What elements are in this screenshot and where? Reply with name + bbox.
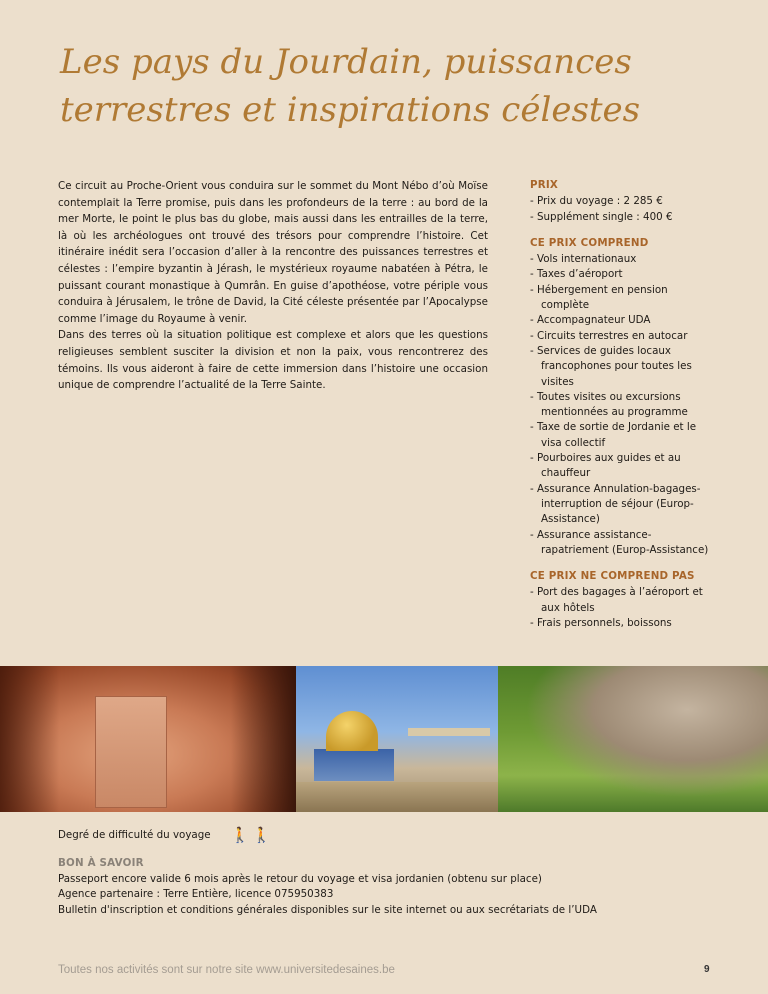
comprend-list bbox=[530, 252, 715, 558]
intro-paragraph: Ce circuit au Proche-Orient vous conduira sur le sommet du Mont Nébo d’où Moïse contemplait la Terre promise, puis dans les profondeurs de la terre : au bord de la mer Morte, le point le plus bas du globe, mais aussi dans les entrailles de la terre, là où les archéologues ont trouvé des trésors pour comprendre l’histoire. Cet itinéraire inédit sera l’occasion d’aller à la rencontre des puissances terrestres et célestes : l’empire byzantin à Jérash, le mystérieux royaume nabatéen à Pétra, le puissant courant monastique à Qumrân. En guise d’apothéose, votre périple vous conduira à Jérusalem, le trône de David, la Cité céleste présentée par l’Apocalypse comme l’image du Royaume à venir. bbox=[58, 180, 488, 325]
petra-photo bbox=[0, 666, 296, 812]
list-item: - Services de guides locaux francophones pour toutes les visites bbox=[530, 344, 715, 390]
list-item: - Supplément single : 400 € bbox=[530, 210, 715, 225]
ne-comprend-list bbox=[530, 585, 715, 631]
intro-text bbox=[58, 178, 488, 394]
list-item: - Toutes visites ou excursions mentionnées au programme bbox=[530, 390, 715, 421]
list-item: - Hébergement en pension complète bbox=[530, 283, 715, 314]
photo-strip bbox=[0, 666, 768, 812]
list-item: - Assurance assistance-rapatriement (Europ-Assistance) bbox=[530, 528, 715, 559]
prix-heading: PRIX bbox=[530, 179, 559, 191]
list-item: - Taxe de sortie de Jordanie et le visa collectif bbox=[530, 420, 715, 451]
info-line: Agence partenaire : Terre Entière, licence 075950383 bbox=[58, 888, 334, 901]
info-line: Bulletin d'inscription et conditions générales disponibles sur le site internet ou aux secrétariats de l’UDA bbox=[58, 903, 597, 916]
prix-list bbox=[530, 194, 715, 225]
bon-a-savoir-section bbox=[58, 856, 738, 918]
list-item: - Circuits terrestres en autocar bbox=[530, 329, 715, 344]
walking-person-icon: 🚶🚶 bbox=[230, 826, 274, 844]
info-line: Passeport encore valide 6 mois après le retour du voyage et visa jordanien (obtenu sur place) bbox=[58, 872, 542, 885]
comprend-heading: CE PRIX COMPREND bbox=[530, 236, 649, 249]
list-item: - Assurance Annulation-bagages-interruption de séjour (Europ-Assistance) bbox=[530, 482, 715, 528]
footer-text: Toutes nos activités sont sur notre site www.universitedesaines.be bbox=[58, 964, 395, 976]
ground bbox=[296, 782, 498, 812]
page-title: Les pays du Jourdain, puissances terrestres et inspirations célestes bbox=[60, 42, 641, 130]
jerusalem-photo bbox=[296, 666, 498, 812]
nature-photo bbox=[498, 666, 768, 812]
golden-dome bbox=[326, 711, 378, 751]
dome-base bbox=[314, 749, 394, 781]
list-item: - Accompagnateur UDA bbox=[530, 313, 715, 328]
list-item: - Port des bagages à l’aéroport et aux hôtels bbox=[530, 585, 715, 616]
list-item: - Vols internationaux bbox=[530, 252, 715, 267]
list-item: - Taxes d’aéroport bbox=[530, 267, 715, 282]
intro-paragraph: Dans des terres où la situation politique est complexe et alors que les questions religieuses semblent susciter la division et non la paix, vous rencontrerez des témoins. Ils vous aideront à faire de cette immersion dans l’histoire une occasion unique de comprendre l’actualité de la Terre Sainte. bbox=[58, 329, 488, 392]
petra-facade bbox=[95, 696, 167, 808]
difficulty-label: Degré de difficulté du voyage bbox=[58, 829, 211, 841]
difficulty-row bbox=[58, 826, 274, 844]
list-item: - Prix du voyage : 2 285 € bbox=[530, 194, 715, 209]
list-item: - Pourboires aux guides et au chauffeur bbox=[530, 451, 715, 482]
price-info-column bbox=[530, 178, 715, 642]
bon-a-savoir-heading: BON À SAVOIR bbox=[58, 857, 144, 869]
ne-comprend-heading: CE PRIX NE COMPREND PAS bbox=[530, 570, 695, 583]
list-item: - Frais personnels, boissons bbox=[530, 616, 715, 631]
page-number: 9 bbox=[704, 964, 710, 975]
